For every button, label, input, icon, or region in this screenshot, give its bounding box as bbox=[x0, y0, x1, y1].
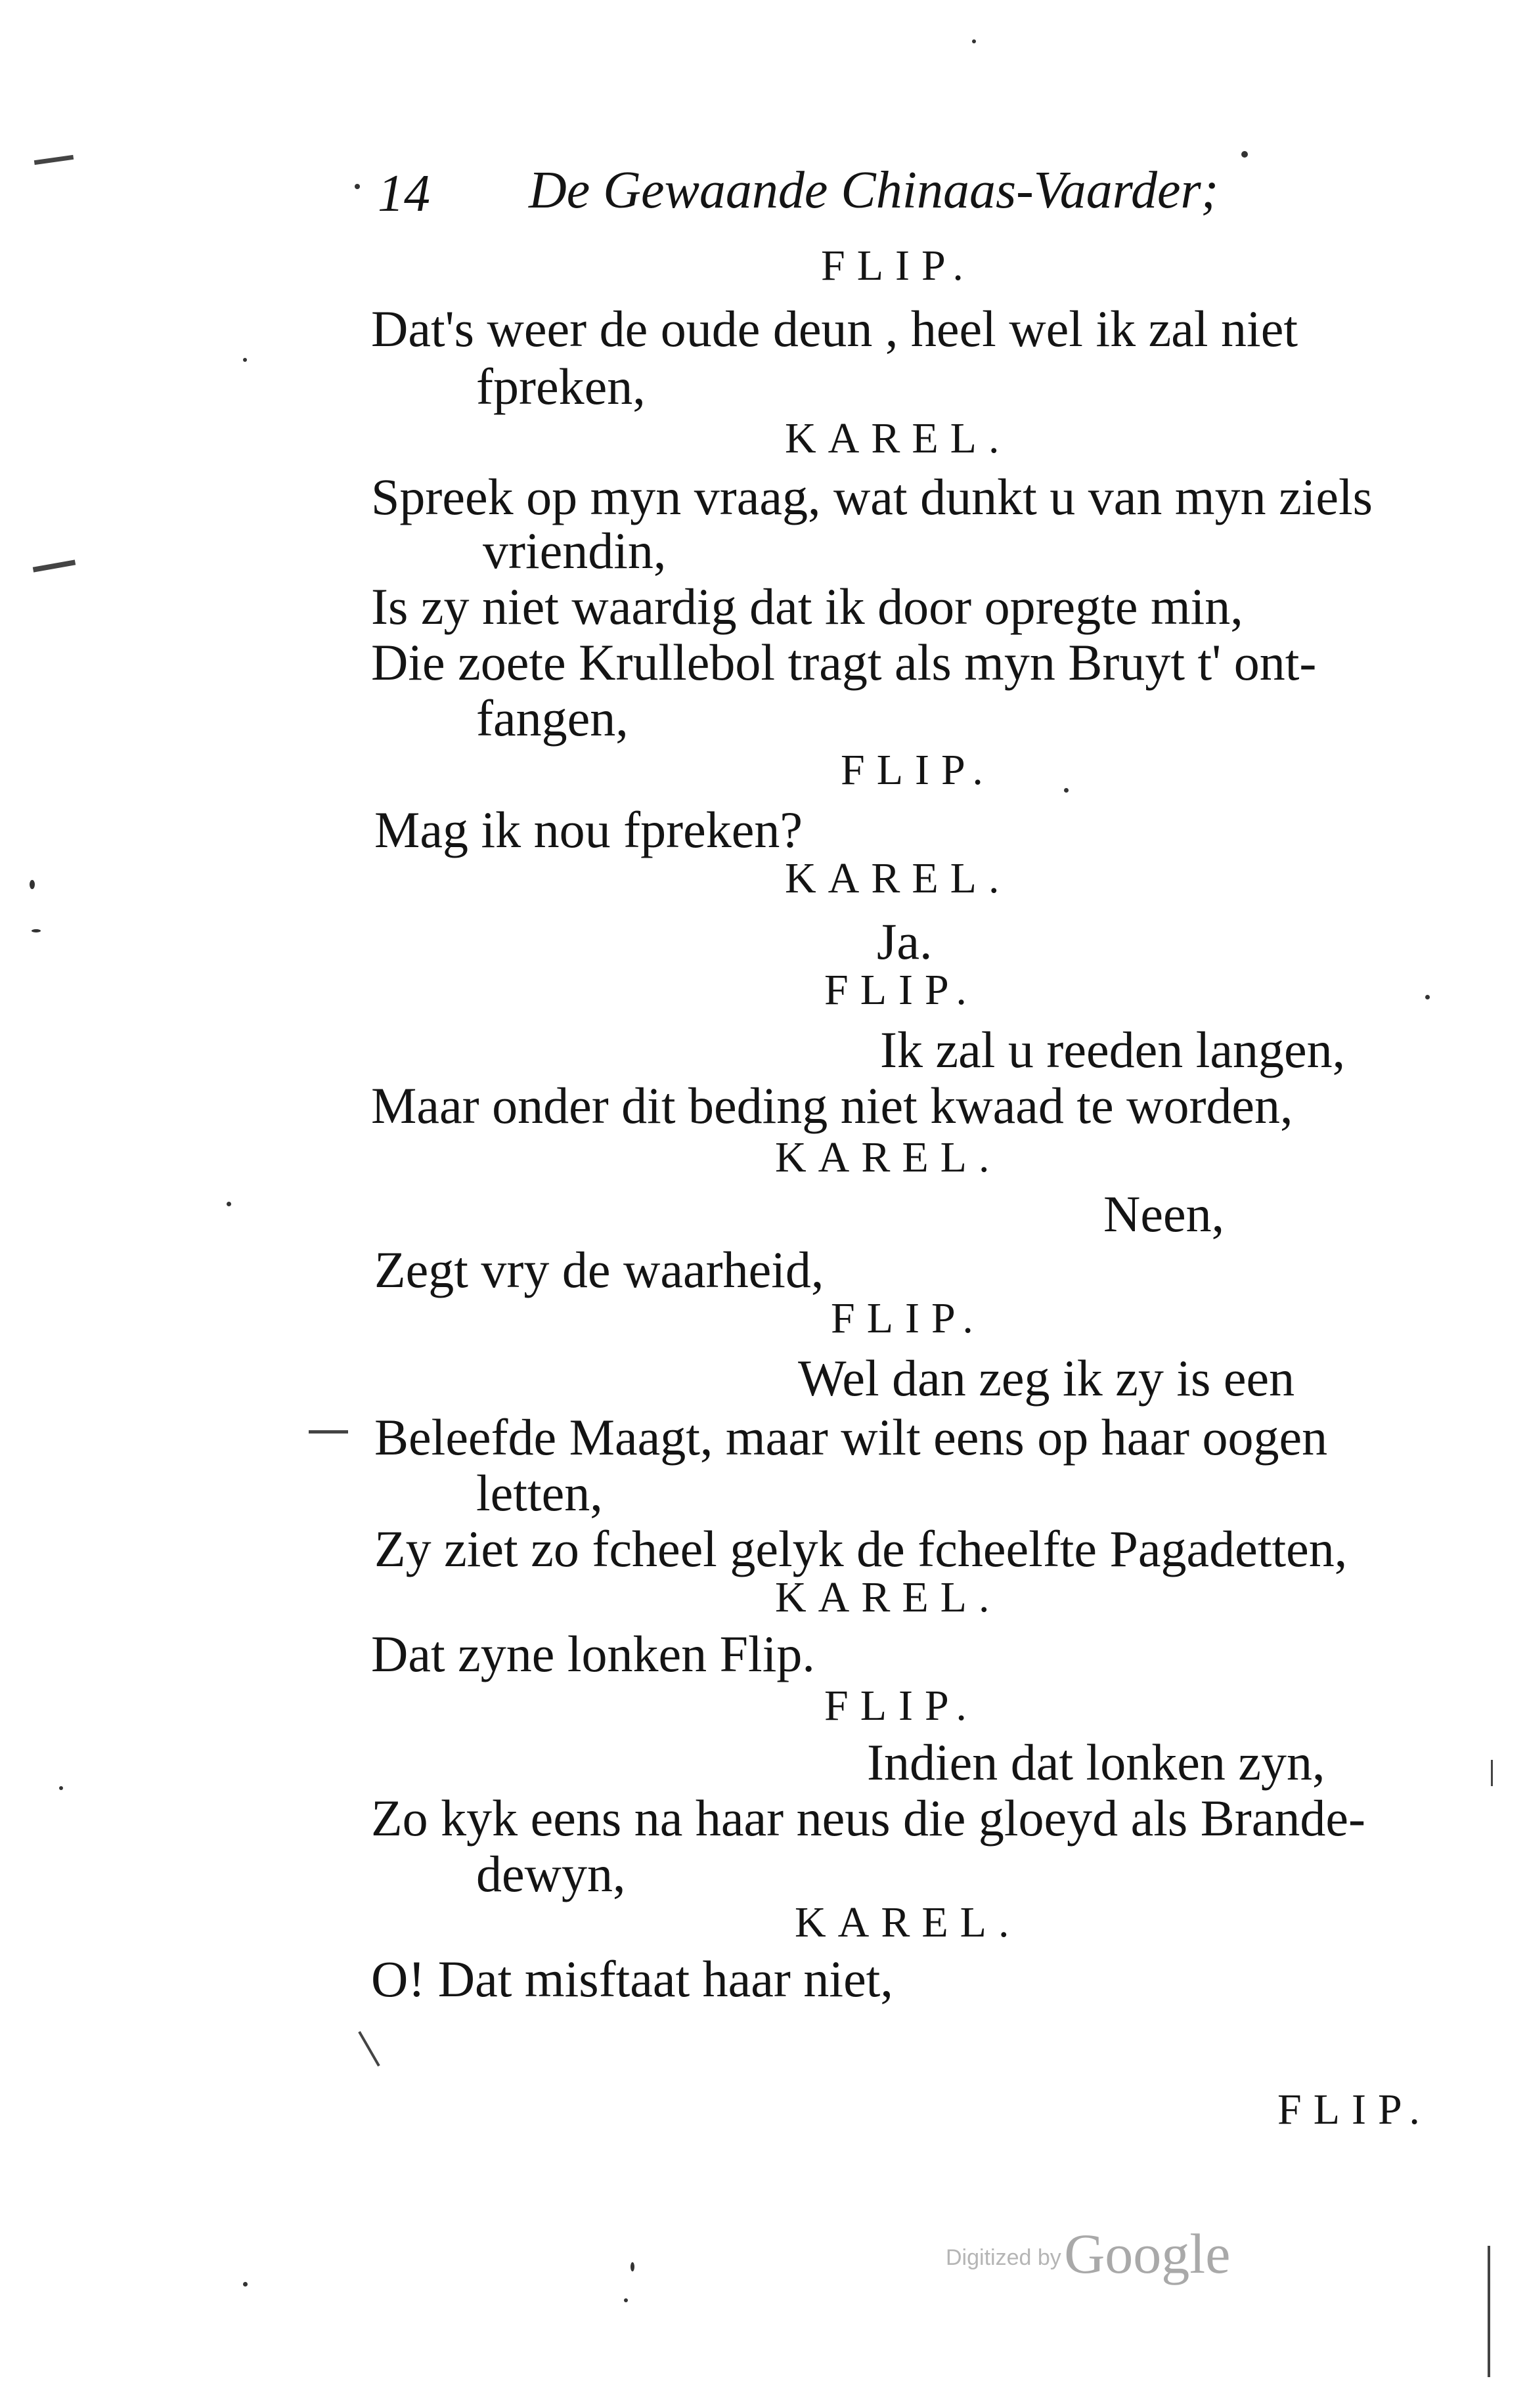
running-title: De Gewaande Chinaas-Vaarder; bbox=[529, 162, 1219, 219]
watermark-brand: Google bbox=[1064, 2222, 1231, 2285]
verse-line: Die zoete Krullebol tragt als myn Bruyt t' ont- bbox=[371, 634, 1317, 691]
scan-speck bbox=[972, 39, 976, 43]
digitized-watermark bbox=[946, 2221, 1230, 2287]
scan-speck bbox=[1064, 788, 1069, 793]
scan-speck bbox=[355, 184, 360, 189]
catchword: FLIP. bbox=[1277, 2086, 1432, 2134]
verse-line: Neen, bbox=[1103, 1185, 1225, 1242]
verse-line: Maar onder dit beding niet kwaad te worden, bbox=[371, 1077, 1293, 1134]
watermark-prefix: Digitized by bbox=[946, 2245, 1061, 2270]
verse-line: fpreken, bbox=[476, 358, 646, 415]
verse-line: letten, bbox=[476, 1464, 603, 1521]
speaker-label: FLIP. bbox=[821, 242, 975, 290]
scan-speck bbox=[243, 358, 247, 362]
verse-line: Zo kyk eens na haar neus die gloeyd als Brande- bbox=[371, 1789, 1365, 1847]
verse-line: Beleefde Maagt, maar wilt eens op haar oogen bbox=[374, 1409, 1328, 1466]
scan-speck bbox=[624, 2298, 628, 2302]
scan-mark bbox=[33, 559, 76, 572]
scan-speck bbox=[32, 929, 41, 932]
scan-mark bbox=[358, 2031, 380, 2067]
verse-line: Ik zal u reeden langen, bbox=[880, 1021, 1346, 1078]
speaker-label: KAREL. bbox=[785, 414, 1011, 462]
speaker-label: FLIP. bbox=[824, 1682, 979, 1730]
verse-line: dewyn, bbox=[476, 1845, 626, 1902]
speaker-label: KAREL. bbox=[785, 854, 1011, 902]
verse-line: Dat's weer de oude deun , heel wel ik zal niet bbox=[371, 300, 1298, 357]
verse-line: fangen, bbox=[476, 690, 629, 747]
verse-line: Mag ik nou fpreken? bbox=[374, 801, 803, 858]
verse-line: O! Dat misftaat haar niet, bbox=[371, 1950, 893, 2007]
verse-line: Indien dat lonken zyn, bbox=[867, 1734, 1325, 1791]
scan-speck bbox=[243, 2282, 248, 2287]
speaker-label: KAREL. bbox=[775, 1133, 1002, 1181]
scan-speck bbox=[1425, 995, 1430, 999]
page-number: 14 bbox=[378, 165, 430, 223]
verse-line: Zegt vry de waarheid, bbox=[374, 1241, 824, 1298]
verse-line: Dat zyne lonken Flip. bbox=[371, 1625, 815, 1682]
speaker-label: KAREL. bbox=[775, 1573, 1002, 1621]
speaker-label: FLIP. bbox=[824, 966, 979, 1014]
scan-speck bbox=[631, 2262, 634, 2271]
speaker-label: FLIP. bbox=[841, 746, 995, 794]
verse-line: Ja. bbox=[877, 913, 933, 970]
verse-line: Zy ziet zo fcheel gelyk de fcheelfte Pagadetten, bbox=[374, 1520, 1348, 1577]
verse-line: Wel dan zeg ik zy is een bbox=[798, 1349, 1295, 1407]
scan-speck bbox=[1241, 151, 1248, 158]
scan-speck bbox=[227, 1202, 231, 1206]
verse-line: Spreek op myn vraag, wat dunkt u van myn ziels bbox=[371, 468, 1373, 525]
scan-mark bbox=[34, 155, 74, 165]
scan-speck bbox=[59, 1786, 63, 1790]
verse-line: Is zy niet waardig dat ik door opregte min, bbox=[371, 578, 1243, 635]
speaker-label: KAREL. bbox=[795, 1898, 1021, 1946]
scan-mark bbox=[1491, 1760, 1493, 1786]
scan-speck bbox=[30, 880, 35, 889]
scan-mark bbox=[1488, 2246, 1490, 2377]
verse-line: vriendin, bbox=[483, 522, 667, 579]
speaker-label: FLIP. bbox=[831, 1294, 985, 1342]
scan-mark bbox=[309, 1430, 348, 1434]
